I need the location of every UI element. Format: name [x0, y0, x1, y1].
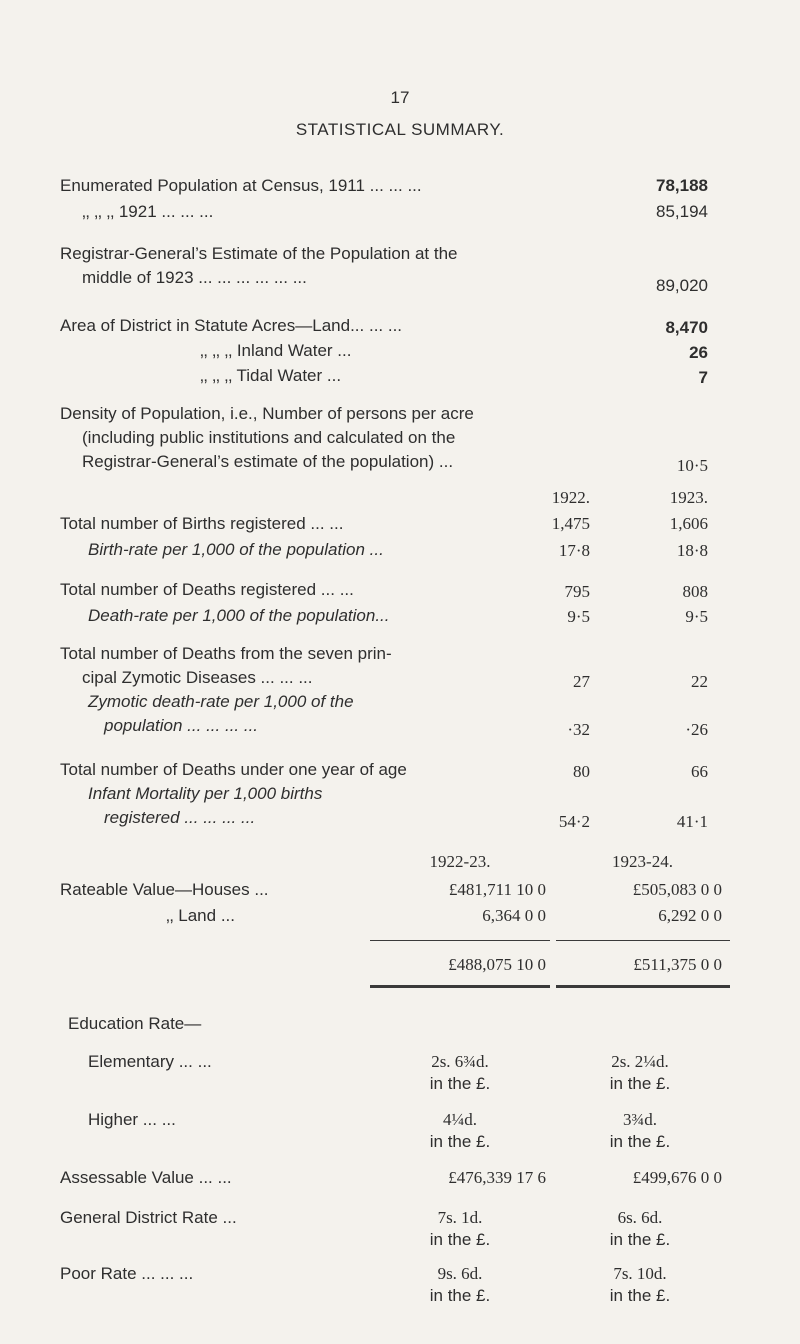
higher-unit-1922-23: in the £.: [429, 1132, 491, 1151]
poor-rate-label: Poor Rate ... ... ...: [60, 1264, 194, 1283]
rateable-total-1923-24: £511,375 0 0: [633, 955, 722, 974]
assessable-value-label: Assessable Value ... ...: [60, 1168, 232, 1187]
density-line3: Registrar-General’s estimate of the population) ...: [82, 452, 454, 471]
poor-rate-1922-23: 9s. 6d.: [437, 1264, 483, 1283]
imr-line2: registered ... ... ... ...: [104, 808, 256, 827]
area-tidal-label: ‚‚ ‚‚ ‚‚ Tidal Water ...: [200, 366, 342, 385]
rateable-houses-1923-24: £505,083 0 0: [632, 880, 722, 899]
higher-1923-24: 3¾d.: [623, 1110, 657, 1129]
general-district-rate-1922-23: 7s. 1d.: [437, 1208, 483, 1227]
census-1911-label: Enumerated Population at Census, 1911 ... ... ...: [60, 176, 422, 195]
higher-unit-1923-24: in the £.: [609, 1132, 671, 1151]
higher-label: Higher ... ...: [88, 1110, 176, 1129]
page-number: 17: [390, 88, 410, 107]
total-rule-1923-24: [556, 985, 730, 988]
deaths-1923: 808: [682, 582, 708, 601]
zymotic-line2: cipal Zymotic Diseases ... ... ...: [82, 668, 313, 687]
higher-1922-23: 4¼d.: [443, 1110, 477, 1129]
elementary-1922-23: 2s. 6¾d.: [431, 1052, 489, 1071]
poor-rate-unit-1923-24: in the £.: [609, 1286, 671, 1305]
zymotic-rate-line2: population ... ... ... ...: [104, 716, 259, 735]
area-land-label: Area of District in Statute Acres—Land... ... ...: [60, 316, 403, 335]
general-district-rate-label: General District Rate ...: [60, 1208, 237, 1227]
zymotic-rate-line1: Zymotic death-rate per 1,000 of the: [88, 692, 354, 711]
rateable-land-1923-24: 6,292 0 0: [658, 906, 722, 925]
year-header-1923: 1923.: [669, 488, 708, 507]
subtotal-rule-1923-24: [556, 940, 730, 941]
rateable-total-1922-23: £488,075 10 0: [448, 955, 546, 974]
gdr-unit-1922-23: in the £.: [429, 1230, 491, 1249]
deathrate-1923: 9·5: [685, 607, 708, 626]
poor-rate-unit-1922-23: in the £.: [429, 1286, 491, 1305]
zymotic-rate-1922: ·32: [567, 720, 590, 739]
page-title: STATISTICAL SUMMARY.: [295, 120, 505, 139]
census-1911-value: 78,188: [656, 176, 708, 195]
elementary-unit-1923-24: in the £.: [609, 1074, 671, 1093]
poor-rate-1923-24: 7s. 10d.: [613, 1264, 667, 1283]
deathrate-1922: 9·5: [567, 607, 590, 626]
infant-deaths-1923: 66: [691, 762, 708, 781]
zymotic-1923: 22: [691, 672, 708, 691]
area-inland-label: ‚‚ ‚‚ ‚‚ Inland Water ...: [200, 341, 352, 360]
birthrate-label: Birth-rate per 1,000 of the population ...: [88, 540, 384, 559]
area-inland-value: 26: [689, 343, 708, 362]
imr-1922: 54·2: [558, 812, 590, 831]
period-header-1922-23: 1922-23.: [429, 852, 491, 871]
year-header-1922: 1922.: [551, 488, 590, 507]
area-tidal-value: 7: [698, 368, 708, 387]
rateable-land-1922-23: 6,364 0 0: [482, 906, 546, 925]
elementary-unit-1922-23: in the £.: [429, 1074, 491, 1093]
rateable-houses-label: Rateable Value—Houses ...: [60, 880, 269, 899]
density-value: 10·5: [676, 456, 708, 475]
zymotic-rate-1923: ·26: [685, 720, 708, 739]
births-label: Total number of Births registered ... ...: [60, 514, 344, 533]
estimate-line2: middle of 1923 ... ... ... ... ... ...: [82, 268, 307, 287]
deaths-1922: 795: [564, 582, 590, 601]
elementary-label: Elementary ... ...: [88, 1052, 212, 1071]
zymotic-1922: 27: [573, 672, 590, 691]
density-line1: Density of Population, i.e., Number of persons per acre: [60, 404, 474, 423]
estimate-line1: Registrar-General’s Estimate of the Population at the: [60, 244, 458, 263]
imr-line1: Infant Mortality per 1,000 births: [88, 784, 323, 803]
census-1921-value: 85,194: [656, 202, 708, 221]
total-rule-1922-23: [370, 985, 550, 988]
density-line2: (including public institutions and calculated on the: [82, 428, 456, 447]
area-land-value: 8,470: [665, 318, 708, 337]
subtotal-rule-1922-23: [370, 940, 550, 941]
rateable-land-label: ‚‚ Land ...: [166, 906, 235, 925]
infant-deaths-label: Total number of Deaths under one year of age: [60, 760, 407, 779]
imr-1923: 41·1: [676, 812, 708, 831]
births-1922: 1,475: [551, 514, 590, 533]
assessable-value-1923-24: £499,676 0 0: [632, 1168, 722, 1187]
gdr-unit-1923-24: in the £.: [609, 1230, 671, 1249]
census-1921-label: ‚‚ ‚‚ ‚‚ 1921 ... ... ...: [82, 202, 214, 221]
period-header-1923-24: 1923-24.: [612, 852, 673, 871]
infant-deaths-1922: 80: [573, 762, 590, 781]
assessable-value-1922-23: £476,339 17 6: [448, 1168, 546, 1187]
education-rate-heading: Education Rate—: [68, 1014, 202, 1033]
elementary-1923-24: 2s. 2¼d.: [611, 1052, 669, 1071]
deathrate-label: Death-rate per 1,000 of the population...: [88, 606, 390, 625]
zymotic-line1: Total number of Deaths from the seven prin-: [60, 644, 392, 663]
births-1923: 1,606: [669, 514, 708, 533]
birthrate-1923: 18·8: [676, 541, 708, 560]
estimate-value: 89,020: [656, 276, 708, 295]
general-district-rate-1923-24: 6s. 6d.: [617, 1208, 663, 1227]
deaths-label: Total number of Deaths registered ... ...: [60, 580, 354, 599]
rateable-houses-1922-23: £481,711 10 0: [448, 880, 546, 899]
birthrate-1922: 17·8: [558, 541, 590, 560]
